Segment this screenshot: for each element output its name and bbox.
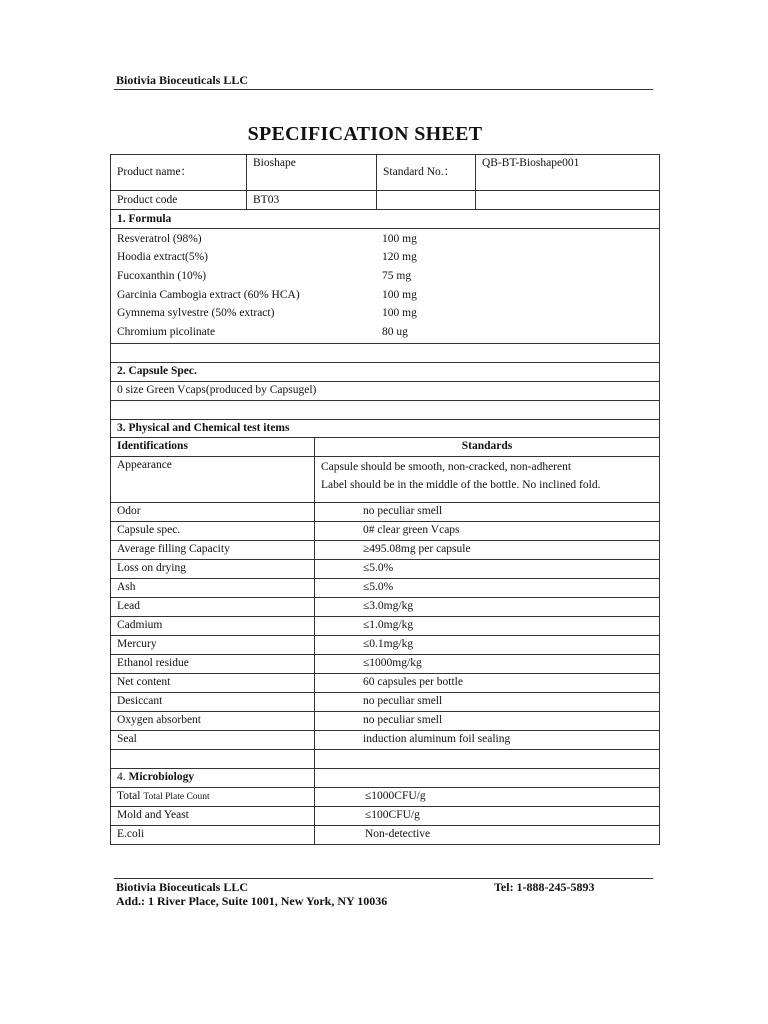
formula-item-name: Gymnema sylvestre (50% extract) (117, 307, 275, 320)
test-item-standard: ≤5.0% (315, 578, 660, 597)
capsule-value: 0 size Green Vcaps(produced by Capsugel) (111, 381, 660, 400)
test-item-name: Mercury (111, 635, 315, 654)
appearance-line-2: Label should be in the middle of the bottle. No inclined fold. (321, 478, 601, 491)
footer-address: Add.: 1 River Place, Suite 1001, New York, NY 10036 (116, 894, 388, 908)
formula-list (111, 229, 660, 344)
appearance-label: Appearance (111, 456, 315, 502)
test-item-name: Ash (111, 578, 315, 597)
spacer-row (111, 343, 660, 362)
formula-item (117, 267, 653, 286)
table-row (111, 616, 660, 635)
test-item-name: Cadmium (111, 616, 315, 635)
total-plate-label (111, 787, 315, 806)
table-row (111, 502, 660, 521)
table-row (111, 635, 660, 654)
spacer-cell (315, 749, 660, 768)
test-item-name: Oxygen absorbent (111, 711, 315, 730)
formula-item-amount: 120 mg (382, 251, 417, 264)
standard-no-label: Standard No.： (377, 155, 476, 191)
footer-tel: Tel: 1-888-245-5893 (494, 880, 595, 894)
test-item-name: Odor (111, 502, 315, 521)
product-name-row (111, 155, 660, 191)
test-item-standard: ≤1.0mg/kg (315, 616, 660, 635)
product-name-label: Product name： (111, 155, 247, 191)
test-item-name: Net content (111, 673, 315, 692)
product-code-label: Product code (111, 191, 247, 210)
product-code-row (111, 191, 660, 210)
test-item-name: Ethanol residue (111, 654, 315, 673)
test-item-standard: no peculiar smell (315, 711, 660, 730)
empty-cell (377, 191, 476, 210)
footer-company: Biotivia Bioceuticals LLC (116, 880, 248, 894)
header-divider (114, 89, 653, 90)
total-plate-value: ≤1000CFU/g (315, 787, 660, 806)
header-company: Biotivia Bioceuticals LLC (116, 73, 248, 87)
spacer-row (111, 400, 660, 419)
formula-heading: 1. Formula (111, 210, 660, 229)
test-item-name: Average filling Capacity (111, 540, 315, 559)
appearance-line-1: Capsule should be smooth, non-cracked, non-adherent (321, 460, 572, 473)
mold-yeast-label: Mold and Yeast (111, 806, 315, 825)
table-row (111, 673, 660, 692)
formula-item-name: Fucoxanthin (10%) (117, 269, 207, 282)
total-plate-label-main: Total (117, 789, 144, 802)
ecoli-label: E.coli (111, 825, 315, 844)
test-item-name: Capsule spec. (111, 521, 315, 540)
page-title: SPECIFICATION SHEET (247, 123, 483, 145)
test-item-standard: 60 capsules per bottle (315, 673, 660, 692)
formula-item-name: Chromium picolinate (117, 325, 216, 338)
empty-cell (315, 768, 660, 787)
physchem-heading: 3. Physical and Chemical test items (111, 419, 660, 437)
capsule-heading: 2. Capsule Spec. (111, 362, 660, 381)
formula-item-name: Hoodia extract(5%) (117, 251, 209, 264)
identifications-header: Identifications (111, 437, 315, 456)
table-row (111, 578, 660, 597)
micro-heading-num: 4. (117, 771, 129, 784)
test-item-standard: ≥495.08mg per capsule (315, 540, 660, 559)
footer-divider (114, 878, 653, 879)
mold-yeast-value: ≤100CFU/g (315, 806, 660, 825)
table-row (111, 540, 660, 559)
test-item-standard: ≤0.1mg/kg (315, 635, 660, 654)
table-row (111, 597, 660, 616)
table-row (111, 654, 660, 673)
test-item-standard: ≤5.0% (315, 559, 660, 578)
micro-heading (111, 768, 315, 787)
test-item-name: Seal (111, 730, 315, 749)
product-name-value: Bioshape (247, 155, 377, 191)
table-row (111, 806, 660, 825)
test-item-standard: no peculiar smell (315, 502, 660, 521)
formula-item (117, 249, 653, 268)
table-row (111, 521, 660, 540)
ecoli-value: Non-detective (315, 825, 660, 844)
formula-item (117, 323, 653, 342)
test-item-standard: ≤3.0mg/kg (315, 597, 660, 616)
formula-item-name: Resveratrol (98%) (117, 232, 202, 245)
formula-item-amount: 100 mg (382, 307, 417, 320)
test-item-name: Lead (111, 597, 315, 616)
table-row (111, 825, 660, 844)
table-row (111, 559, 660, 578)
table-row (111, 711, 660, 730)
test-item-standard: ≤1000mg/kg (315, 654, 660, 673)
formula-item-name: Garcinia Cambogia extract (60% HCA) (117, 288, 300, 301)
product-code-value: BT03 (247, 191, 377, 210)
test-item-name: Loss on drying (111, 559, 315, 578)
table-row (111, 692, 660, 711)
formula-item (117, 286, 653, 305)
formula-item-amount: 75 mg (382, 269, 412, 282)
empty-cell (476, 191, 660, 210)
formula-item (117, 304, 653, 323)
appearance-standard (315, 456, 660, 502)
test-item-name: Desiccant (111, 692, 315, 711)
standard-no-value: QB-BT-Bioshape001 (476, 155, 660, 191)
spacer-cell (111, 749, 315, 768)
standards-header: Standards (315, 437, 660, 456)
formula-item-amount: 100 mg (382, 232, 417, 245)
formula-item-amount: 80 ug (382, 325, 408, 338)
test-item-standard: induction aluminum foil sealing (315, 730, 660, 749)
test-item-standard: no peculiar smell (315, 692, 660, 711)
total-plate-label-small: Total Plate Count (143, 791, 210, 802)
formula-item-amount: 100 mg (382, 288, 417, 301)
test-item-standard: 0# clear green Vcaps (315, 521, 660, 540)
table-row (111, 730, 660, 749)
spec-table (110, 154, 660, 845)
micro-heading-text: Microbiology (128, 771, 195, 784)
table-row (111, 787, 660, 806)
formula-item (117, 230, 653, 249)
